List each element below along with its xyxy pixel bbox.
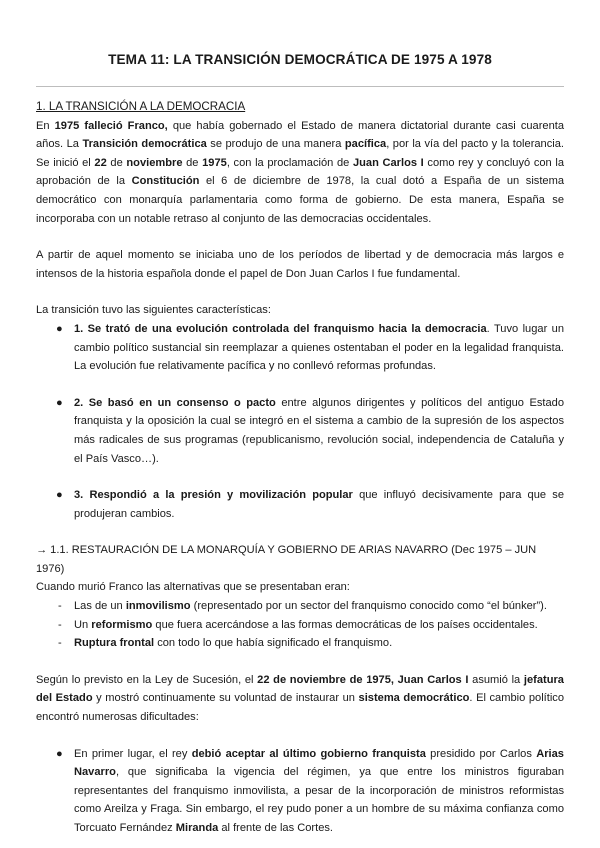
text-run: Según lo previsto en la Ley de Sucesión, el: [36, 673, 258, 686]
text-run: Las de un: [74, 600, 126, 613]
bold-run: 3. Respondió a la presión y movilización popular: [74, 489, 353, 502]
text-run: de: [182, 156, 203, 169]
subsection-heading: → 1.1. RESTAURACIÓN DE LA MONARQUÍA Y GOBIERNO DE ARIAS NAVARRO (Dec 1975 – JUN 1976): [36, 544, 537, 575]
section-heading: 1. LA TRANSICIÓN A LA DEMOCRACIA: [36, 100, 246, 113]
text-run: En: [36, 119, 55, 132]
bold-run: debió aceptar al último gobierno franquista: [191, 747, 426, 760]
text-run: . El cambio político encontró numerosas dificultades:: [36, 692, 564, 724]
list-item: [36, 320, 564, 376]
bold-run: 22: [94, 156, 107, 169]
text-run: , con la proclamación de: [226, 156, 353, 169]
list-item: [36, 394, 564, 468]
bold-run: Transición democrática: [82, 138, 207, 151]
dash-icon: -: [58, 637, 62, 650]
paragraph-succession: [36, 671, 564, 727]
list-item: [36, 634, 564, 653]
list-item: [36, 745, 564, 838]
bold-run: Ruptura frontal: [74, 637, 155, 650]
bold-run: 1975 falleció Franco,: [54, 119, 168, 132]
bold-run: jefatura del Estado: [36, 673, 564, 705]
bullet-icon: ●: [56, 396, 63, 409]
text-run: que influyó decisivamente para que se produjeran cambios.: [74, 489, 564, 520]
difficulties-list: [36, 745, 564, 838]
bullet-icon: ●: [56, 489, 63, 502]
alternatives-list: [36, 597, 564, 653]
title-divider: [36, 86, 564, 87]
text-run: que había gobernado el Estado de manera dictatorial durante casi cuarenta años. La: [36, 119, 564, 151]
document-body: [36, 98, 564, 838]
text-run: al frente de las Cortes.: [218, 822, 333, 834]
bold-run: 2. Se basó en un consenso o pacto: [74, 396, 276, 409]
text-run: y mostró continuamente su voluntad de instaurar un: [92, 692, 359, 705]
text-run: de: [106, 156, 127, 169]
paragraph-intro: [36, 117, 564, 229]
text-run: que fuera acercándose a las formas democráticas de los países occidentales.: [152, 618, 538, 631]
characteristics-list: [36, 320, 564, 523]
bold-run: 22 de noviembre de 1975, Juan Carlos I: [257, 673, 469, 686]
bold-run: pacífica: [344, 138, 387, 151]
bold-run: noviembre: [126, 156, 183, 169]
paragraph-period: A partir de aquel momento se iniciaba uno de los períodos de libertad y de democracia más largos e intensos de la historia española donde el papel de Don Juan Carlos I fue fundamental.: [36, 249, 564, 280]
text-run: , que significaba la vigencia del régimen, ya que entre los ministros figuraban representantes del franquismo inmovilista, a pesar de la incorporación de ministros reformistas como Areilza y Fraga. Sin embargo, el rey pudo poner a un hombre de su máxima confianza como Torcuato Fernández: [74, 766, 564, 834]
bold-run: sistema democrático: [358, 692, 470, 705]
text-run: presidido por Carlos: [425, 747, 537, 760]
text-run: (representado por un sector del franquismo conocido como “el búnker”).: [190, 600, 547, 613]
bold-run: reformismo: [91, 618, 153, 631]
bold-run: 1975: [202, 156, 227, 169]
page-title: TEMA 11: LA TRANSICIÓN DEMOCRÁTICA DE 1975 A 1978: [108, 52, 492, 67]
text-run: En primer lugar, el rey: [74, 747, 192, 760]
text-run: , por la vía del pacto y la tolerancia. Se inició el: [36, 138, 564, 169]
bullet-icon: ●: [56, 322, 63, 335]
paragraph-characteristics: La transición tuvo las siguientes características:: [36, 304, 271, 317]
list-item: [36, 486, 564, 523]
bold-run: Miranda: [175, 822, 219, 834]
dash-icon: -: [58, 600, 62, 613]
paragraph-alternatives: Cuando murió Franco las alternativas que se presentaban eran:: [36, 581, 350, 594]
bold-run: Juan Carlos I: [352, 156, 424, 169]
bold-run: 1. Se trató de una evolución controlada del franquismo hacia la democracia: [74, 322, 487, 335]
bold-run: Arias Navarro: [74, 747, 564, 779]
list-item: [36, 616, 564, 635]
text-run: Un: [74, 618, 92, 631]
text-run: entre algunos dirigentes y políticos del antiguo Estado franquista y la oposición la cual se integró en el sistema a cambio de la supresión de los aspectos más radicales de sus programas (republicanismo, revolución social, independencia de Cataluña y el País Vasco…).: [74, 396, 565, 465]
bullet-icon: ●: [56, 747, 63, 760]
dash-icon: -: [58, 618, 62, 631]
text-run: . Tuvo lugar un cambio político sustancial sin reemplazar a quienes ostentaban el poder en la legalidad franquista. La evolución fue relativamente pacífica y no conllevó reformas profundas.: [74, 322, 564, 373]
text-run: con todo lo que había significado el franquismo.: [154, 637, 393, 650]
text-run: como rey y concluyó con la aprobación de la: [36, 156, 564, 188]
text-run: asumió la: [468, 673, 524, 686]
bold-run: inmovilismo: [125, 600, 191, 613]
list-item: [36, 597, 564, 616]
bold-run: Constitución: [131, 175, 200, 188]
text-run: el 6 de diciembre de 1978, la cual dotó a España de un sistema democrático con monarquía parlamentaria como forma de gobierno. De esta manera, España se incorporaba con un notable retraso al conjunto de las democracias occidentales.: [36, 175, 564, 225]
text-run: se produjo de una manera: [206, 138, 345, 151]
